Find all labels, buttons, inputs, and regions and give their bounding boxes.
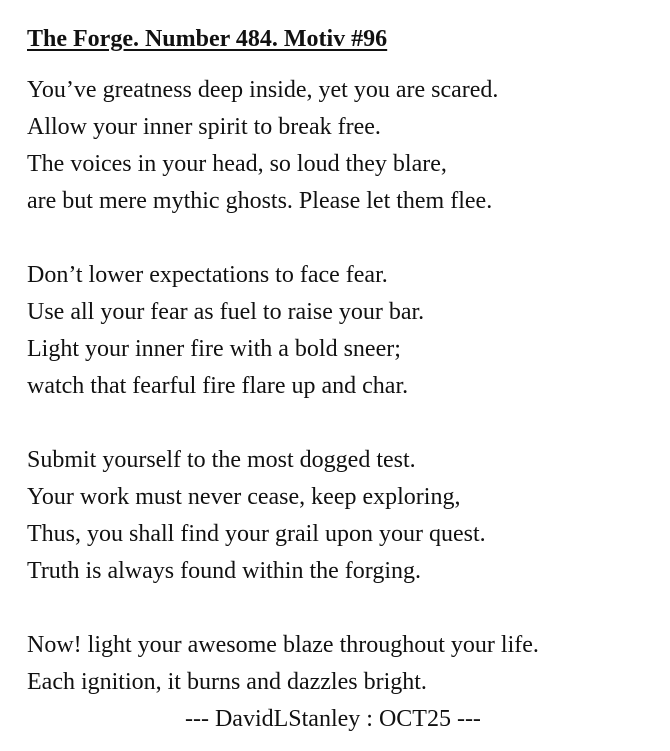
poem-line: Light your inner fire with a bold sneer; <box>27 336 401 362</box>
poem-line: Each ignition, it burns and dazzles bright. <box>27 669 427 695</box>
stanza-1 <box>27 72 657 220</box>
poem-line: Thus, you shall find your grail upon your quest. <box>27 521 486 547</box>
poem-line: Now! light your awesome blaze throughout your life. <box>27 632 539 658</box>
poem-line: Truth is always found within the forging. <box>27 558 421 584</box>
poem-document <box>27 22 657 738</box>
poem-line: You’ve greatness deep inside, yet you are scared. <box>27 77 499 103</box>
poem-line: Allow your inner spirit to break free. <box>27 114 381 140</box>
poem-line: The voices in your head, so loud they blare, <box>27 151 447 177</box>
poem-line: Your work must never cease, keep exploring, <box>27 484 461 510</box>
poem-line: Don’t lower expectations to face fear. <box>27 262 388 288</box>
poem-line: are but mere mythic ghosts. Please let them flee. <box>27 188 493 214</box>
poem-title: The Forge. Number 484. Motiv #96 <box>27 26 388 52</box>
author-signature: --- DavidLStanley : OCT25 --- <box>185 706 481 732</box>
poem-line: Submit yourself to the most dogged test. <box>27 447 416 473</box>
poem-line: Use all your fear as fuel to raise your bar. <box>27 299 425 325</box>
stanza-2 <box>27 257 657 405</box>
stanza-3 <box>27 442 657 590</box>
poem-line: watch that fearful fire flare up and char. <box>27 373 409 399</box>
stanza-4 <box>27 627 657 701</box>
